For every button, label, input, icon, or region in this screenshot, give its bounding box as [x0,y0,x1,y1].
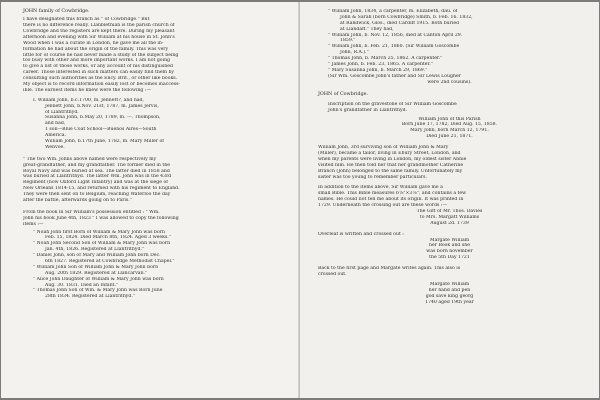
bible-entry-line: " Daniel John, son of Mary and William John born Dec. [33,253,161,259]
inscription-line: her Book and she [429,243,470,249]
paragraph-line: " The two Wm. Johns above named were respectively my [23,156,157,162]
inscription-line: to Mrs. Margatt Williams [419,214,480,220]
paragraph-line: small Bible. This Bible measures 6⅝"×3⅞", and contains a few [318,191,467,197]
family-line: and had, [45,121,66,127]
inscription-line: Mary John, born March 12, 1791. [410,128,489,134]
paragraph-line: Inscription on the gravestone of Sir William Goscombe [328,101,457,107]
paragraph-line: crossed out. [318,272,347,278]
paragraph-line: visited him. He then told her that her grandmother Catherine [318,162,464,168]
paragraph-line: They were then sent on to Belgium, reaching Waterloo the day [23,192,171,198]
paragraph-line: sister was too young to remember particulars. [318,174,427,180]
paragraph-line: Wood when I was a curate in London, he gave me all the in- [23,40,164,46]
paragraph-line: Branch (John) belonged to the same family. Unfortunately my [318,168,463,174]
bible-entry-line: " William John Son of William John & Mary John born [33,264,159,270]
paragraph-line: names. He could not tell me about its origin. It was printed in [318,197,464,203]
bible-entry-line: 1859." [340,38,356,44]
bible-entry-line: 28th 1834. Registered at Llantrithyd." [45,294,135,300]
inscription-line: The Gift of Mr. Thos. Davies [416,209,483,215]
bible-entry-line: Aug. 30. 1831. Died an Infant." [45,282,119,288]
paragraph-line: little for of course he had never made a study of the subject being [23,52,179,58]
paragraph-line: great-grandfather, and my grandfather. The former died in the [23,162,170,168]
bible-entry-line: " James John, b. Feb. 23, 1865. A carpenter." [328,62,433,68]
bible-entry-line: " Mary Susanna John, b. March 29, 1869." [328,67,428,73]
bible-entry-line: 6th 1827. Registered at Cowbridge Methodist Chapel." [45,259,175,265]
inscription-line: god save king georg [425,293,474,299]
inscription-line: August 2d. 1739 [430,220,469,226]
bible-entry-line: " Alice John Daughter of William & Mary John was born [33,276,164,282]
paragraph-line: afternoon and evening with Sir William at his house in St. John's [23,34,175,40]
paragraph-line: after the battle, afterwards going on to Paris." [23,198,132,204]
paragraph-line: John his book June 4th, 1823 " I was allowed to copy the following [23,215,179,221]
right-page [300,2,599,398]
paragraph-line: was buried at Llantrithyd. The latter Wm. John was in the 43rd [23,174,172,180]
family-line: William John, b.17th June, 1782, m. Mary Miller of [45,139,164,144]
bible-entry-line: (Sir Wm. Goscombe John's father and Sir Lewis Lougher [328,73,461,79]
bible-entry-line: John, R.A.)." [340,50,369,56]
left-page [1,2,300,398]
paragraph-line: formation he had about the origin of the family. This was very [23,46,169,52]
bible-entry-line: " Thomas John Son of Wm. & Mary John was Born June [33,288,163,294]
paragraph-line: career. Those interested in such matters can easily find them by [23,70,175,76]
paragraph-line: there is no difference really. Llanblethian is the parish church of [23,23,175,29]
bible-entry-line: at Llandaff." They had, [340,26,394,32]
bible-entry-line: " Noah John Second Son of William & Mary John was born [33,241,171,247]
family-line: Susanna John, b.May 20, 1789, m. ---. Thompson, [45,115,161,121]
paragraph-line: From the book in Sir William's possession entitled : " Wm. [23,209,160,215]
paragraph-line: Overleaf is written and crossed out : [318,231,404,237]
bible-entry-line: " Noah John first Born of William & Mary John was born [33,229,165,235]
paragraph-line: too busy with other and more important works. I am not going [23,58,171,64]
bible-entry-line: " William John, b. Feb. 21, 1860. (Sir William Goscombe [328,44,460,50]
paragraph-line: Back to the first page and Margate writes again. This also is [318,266,461,272]
bible-entry-line: at Randwick, Glos., died Cardiff 1915. Both buried [340,20,460,26]
bible-entry-line: John & Sarah (born Cowbridge) Smith, b. Feb. 16. 1832, [340,14,473,20]
paragraph-line: 1729. Underneath the crossing out are these words :— [318,203,448,209]
family-line: Wenvoe. [45,144,65,150]
family-line: America. [45,133,66,139]
family-line: Jennett John, b.Nov. 21st, 1787, m. James Jervis, [45,103,159,109]
inscription-line: was born november [426,249,473,255]
paragraph-line: New Orleans 1814-15, and returned with his regiment to England. [23,186,180,192]
inscription-line: Died June 21, 1871. [426,134,473,140]
family-line: of Llantrithyd. [45,109,79,115]
paragraph-line: ible. The earliest items he knew were the following :— [23,87,152,93]
inscription-line: 1740 aged 19th year [425,299,474,305]
inscription-line: Margate William [429,237,470,243]
paragraph-line: John's grandfather in Llantrithyd. [328,107,408,113]
paragraph-line: consulting such authorities as the Ency. Brit., or other like books. [23,76,178,82]
paragraph-line: when my parents were living in London, my oldest sister Annie [318,156,467,162]
paragraph-line: In addition to the items above, Sir William gave me a [318,185,443,191]
paragraph-line: I have designated this branch as " of Cowbridge." But [23,17,150,23]
inscription-line: her hand and pen [428,287,471,293]
paragraph-line: Regiment (now Oxford Light Infantry) and was at the siege of [23,180,168,186]
inscription-line: Born June 17, 1782, Died Aug. 15, 1858. [401,122,498,128]
paragraph-line: to give a list of those works, or any account of his distinguished [23,64,173,70]
family-line: 1 son—Blue Coat School—Buenos Aires—South [45,127,157,133]
bible-entry-line: Aug. 20th 1829. Registered at Llancarvan." [45,270,148,276]
inscription-line: the 5th Day 1721 [429,255,470,261]
paragraph-line: William John, 3rd surviving son of William John & Mary [318,145,449,151]
paragraph-line: items :— [23,221,44,227]
inscription-line: William John of this Parish [418,116,481,122]
bible-entry-line: " Thomas John, b. March 25, 1862. A carpenter." [328,56,443,62]
family-line: I. William John, b.c.1700, m. Jennett?, and had, [33,97,145,103]
paragraph-line: My object is to record information easily lost or becomes inaccess- [23,81,181,87]
section-heading: JOHN family of Cowbridge. [23,9,90,14]
inscription-line: Margate William [429,281,470,287]
bible-entry-line: " William John, 1834, a carpenter, m. Elizabeth, dau. of [328,9,458,14]
bible-entry-line: " William John, b. Nov. 12, 1856, died at Canton April 29. [328,32,463,38]
section-heading: JOHN of Cowbridge. [318,91,369,97]
paragraph-line: (Miller), became a tailor, living in Ebury Street, London, and [318,151,461,156]
paragraph-line: Cowbridge and the registers are kept there. During my pleasant [23,28,175,34]
bible-entry-line: Feb. 15, 1824. Died March 8th, 1824. Aged 3 weeks." [45,235,171,241]
bible-entry-line: were 2nd cousins). [427,79,472,85]
paragraph-line: Royal Navy and was buried at sea. The latter died in 1858 and [23,168,170,174]
bible-entry-line: Jan. 4th, 1826. Registered at Llantrithyd." [45,247,145,253]
